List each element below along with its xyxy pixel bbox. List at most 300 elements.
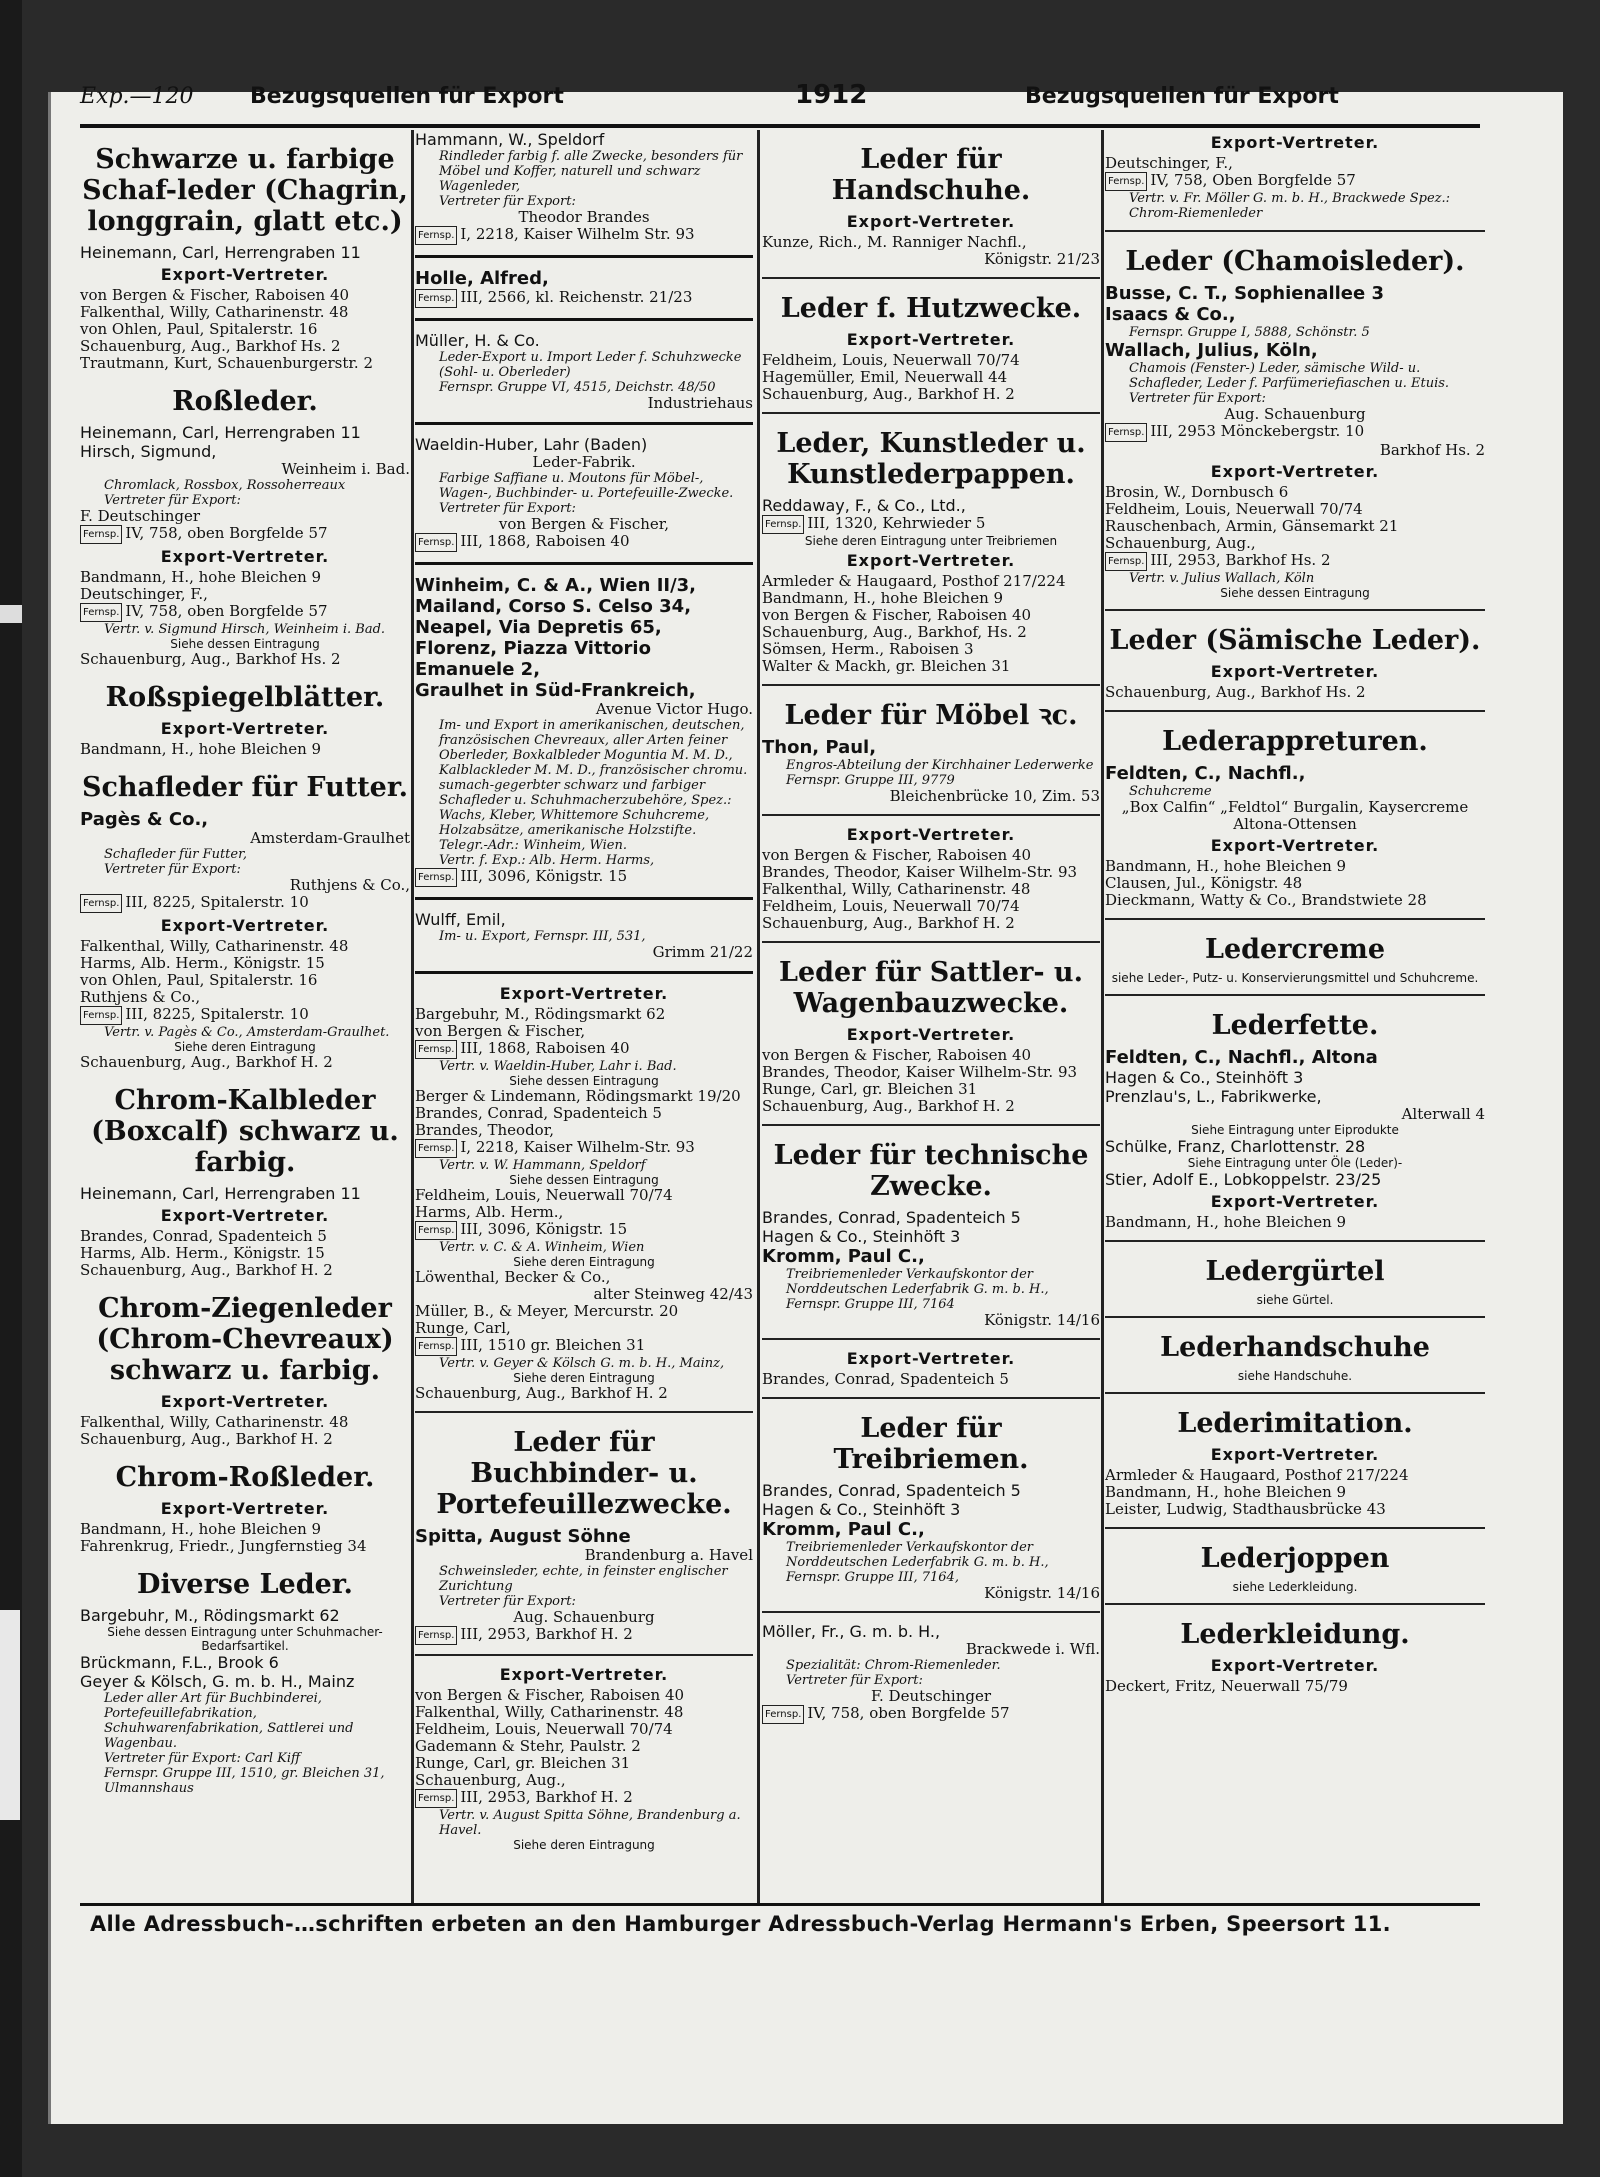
entry-note: Vertr. v. Fr. Möller G. m. b. H., Brackwede Spez.: Chrom-Riemenleder [1129,191,1451,221]
entry: Falkenthal, Willy, Catharinenstr. 48 [80,1413,349,1431]
entry-note: Vertreter für Export: Carl Kiff [104,1751,301,1766]
entry: Brückmann, F.L., Brook 6 [80,1653,279,1672]
phone-text: III, 8225, Spitalerstr. 10 [125,893,309,911]
entry: Rauschenbach, Armin, Gänsemarkt 21 [1105,517,1399,535]
phone-icon: Fernsp. [415,1626,457,1645]
entry: Schauenburg, Aug., Barkhof H. 2 [762,914,1015,932]
entry-bold: Kromm, Paul C., [762,1519,925,1540]
section-heading: Schafleder für Futter. [81,772,409,803]
phone-icon: Fernsp. [415,1139,457,1158]
entry-right: Königstr. 14/16 [984,1584,1100,1602]
cross-reference: Siehe deren Eintragung [513,1255,655,1269]
subheading: Export-Vertreter. [499,984,669,1003]
entry-note: Vertr. f. Exp.: Alb. Herm. Harms, [439,853,655,868]
cross-reference: Siehe dessen Eintragung unter Schuhmacher-Bedarfsartikel. [107,1625,383,1653]
phone-text: III, 1868, Raboisen 40 [460,1039,630,1057]
cross-reference: Siehe Eintragung unter Öle (Leder)- [1187,1156,1403,1170]
entry-bold: Isaacs & Co., [1105,304,1236,325]
entry-note: Vertreter für Export: [439,1594,576,1609]
entry-phone [762,1705,1100,1724]
entry: Hagen & Co., Steinhöft 3 [1105,1068,1304,1087]
column-divider [1101,130,1104,1905]
entry-note: Vertreter für Export: [439,501,576,516]
entry-center: Aug. Schauenburg [1224,405,1366,423]
entry: Gademann & Stehr, Paulstr. 2 [415,1737,641,1755]
entry: Ruthjens & Co., [80,988,201,1006]
entry: Möller, Fr., G. m. b. H., [762,1622,941,1641]
subheading: Export-Vertreter. [1210,1192,1380,1211]
section-heading: Lederkleidung. [1180,1619,1410,1650]
entry-phone [415,1789,753,1808]
entry: Hagen & Co., Steinhöft 3 [762,1500,961,1519]
section-heading: Lederimitation. [1177,1408,1413,1439]
entry-note: Telegr.-Adr.: Winheim, Wien. [439,838,627,853]
subheading: Export-Vertreter. [1210,133,1380,152]
entry: Armleder & Haugaard, Posthof 217/224 [762,572,1066,590]
footer-rule [80,1903,1480,1906]
entry: Hirsch, Sigmund, [80,442,217,461]
column-3 [762,130,1100,1900]
subheading: Export-Vertreter. [846,330,1016,349]
entry-bold: Spitta, August Söhne [415,1526,631,1547]
entry-bold: Florenz, Piazza Vittorio Emanuele 2, [415,638,651,680]
subheading: Export-Vertreter. [160,1499,330,1518]
phone-icon: Fernsp. [762,1705,804,1724]
entry-note: Fernspr. Gruppe I, 5888, Schönstr. 5 [1129,325,1370,340]
column-2 [415,130,753,1900]
entry-note: Im- u. Export, Fernspr. III, 531, [439,929,646,944]
entry-center: F. Deutschinger [870,1687,992,1705]
entry: Brandes, Theodor, Kaiser Wilhelm-Str. 93 [762,863,1078,881]
entry: Dieckmann, Watty & Co., Brandstwiete 28 [1105,891,1427,909]
entry: Bandmann, H., hohe Bleichen 9 [80,568,322,586]
subheading: Export-Vertreter. [846,551,1016,570]
entry: Runge, Carl, gr. Bleichen 31 [762,1080,978,1098]
entry: Deutschinger, F., [1105,154,1233,172]
entry-note: Vertr. v. W. Hammann, Speldorf [439,1158,646,1173]
subheading: Export-Vertreter. [160,719,330,738]
phone-icon: Fernsp. [415,289,457,308]
phone-icon: Fernsp. [415,1221,457,1240]
entry: Deckert, Fritz, Neuerwall 75/79 [1105,1677,1348,1695]
entry: Brosin, W., Dornbusch 6 [1105,483,1289,501]
subheading: Export-Vertreter. [160,916,330,935]
entry-phone [415,868,753,887]
entry: Fahrenkrug, Friedr., Jungfernstieg 34 [80,1537,367,1555]
entry-note: Vertr. v. Pagès & Co., Amsterdam-Graulhet. [104,1025,390,1040]
section-heading: Leder für Buchbinder- u. Portefeuillezwecke. [436,1427,732,1520]
divider [1105,1240,1485,1242]
divider [1105,1316,1485,1318]
entry-phone [415,1221,753,1240]
entry: Feldheim, Louis, Neuerwall 70/74 [762,897,1020,915]
cross-reference: Siehe dessen Eintragung [170,637,320,651]
entry: von Ohlen, Paul, Spitalerstr. 16 [80,320,318,338]
entry-note: Vertr. v. Waeldin-Huber, Lahr i. Bad. [439,1059,677,1074]
divider [1105,230,1485,232]
entry: Brandes, Conrad, Spadenteich 5 [762,1208,1021,1227]
entry: Harms, Alb. Herm., Königstr. 15 [80,954,325,972]
cross-reference: Siehe deren Eintragung unter Treibriemen [804,534,1058,548]
entry-phone [415,1139,753,1158]
entry-right: Alterwall 4 [1401,1105,1485,1123]
entry: Löwenthal, Becker & Co., [415,1268,611,1286]
cross-reference: Siehe Eintragung unter Eiprodukte [1191,1123,1399,1137]
section-heading: Diverse Leder. [137,1569,353,1600]
entry-right: Grimm 21/22 [652,943,753,961]
entry-note: Leder-Export u. Import Leder f. Schuhzwecke (Sohl- u. Oberleder) [439,350,742,380]
divider [415,971,753,974]
section-heading: Leder, Kunstleder u. Kunstlederpappen. [776,428,1086,490]
subheading: Export-Vertreter. [1210,1445,1380,1464]
entry: Schauenburg, Aug., Barkhof H. 2 [80,1053,333,1071]
edge-label-fragment [0,1610,20,1820]
phone-text: III, 2953, Barkhof H. 2 [460,1788,633,1806]
entry: Schauenburg, Aug., Barkhof, Hs. 2 [762,623,1027,641]
entry-note: Chromlack, Rossbox, Rossoherreaux [104,478,346,493]
entry-bold: Winheim, C. & A., Wien II/3, [415,575,697,596]
section-heading: Chrom-Ziegenleder (Chrom-Chevreaux) schwarz u. farbig. [96,1293,394,1386]
entry-note: Vertreter für Export: [1129,391,1266,406]
entry: von Bergen & Fischer, Raboisen 40 [80,286,350,304]
phone-text: III, 8225, Spitalerstr. 10 [125,1005,309,1023]
entry: Schauenburg, Aug., [1105,534,1256,552]
section-heading: Chrom-Roßleder. [115,1462,375,1493]
entry-phone [80,894,410,913]
entry-note: Vertr. v. Geyer & Kölsch G. m. b. H., Mainz, [439,1356,725,1371]
entry: Brandes, Conrad, Spadenteich 5 [415,1104,662,1122]
entry-bold: Thon, Paul, [762,737,877,758]
section-heading: Roßleder. [172,386,318,417]
section-heading: Schwarze u. farbige Schaf-leder (Chagrin, longgrain, glatt etc.) [82,144,408,237]
phone-icon: Fernsp. [1105,423,1147,442]
entry: Schauenburg, Aug., Barkhof Hs. 2 [80,337,341,355]
entry: Müller, H. & Co. [415,331,540,350]
phone-text: IV, 758, oben Borgfelde 57 [125,602,328,620]
entry: Schauenburg, Aug., Barkhof H. 2 [762,385,1015,403]
section-heading: Leder (Chamoisleder). [1125,246,1465,277]
entry: Leister, Ludwig, Stadthausbrücke 43 [1105,1500,1386,1518]
subheading: Export-Vertreter. [160,547,330,566]
cross-reference: siehe Leder-, Putz- u. Konservierungsmittel und Schuhcreme. [1111,971,1479,985]
entry: Heinemann, Carl, Herrengraben 11 [80,243,361,262]
phone-icon: Fernsp. [762,515,804,534]
phone-text: I, 2218, Kaiser Wilhelm Str. 93 [460,225,695,243]
entry: Bandmann, H., hohe Bleichen 9 [1105,1213,1347,1231]
entry: Feldheim, Louis, Neuerwall 70/74 [1105,500,1363,518]
section-heading: Roßspiegelblätter. [105,682,385,713]
entry: Schauenburg, Aug., [415,1771,566,1789]
divider [762,1611,1100,1613]
entry-note: Fernspr. Gruppe III, 9779 [786,773,955,788]
entry: Falkenthal, Willy, Catharinenstr. 48 [80,303,349,321]
entry: Brandes, Conrad, Spadenteich 5 [80,1227,327,1245]
phone-text: IV, 758, Oben Borgfelde 57 [1150,171,1356,189]
entry-note: Treibriemenleder Verkaufskontor der Norddeutschen Lederfabrik G. m. b. H., [786,1540,1049,1570]
entry: Harms, Alb. Herm., [415,1203,564,1221]
phone-icon: Fernsp. [80,1006,122,1025]
divider [415,318,753,321]
page-header [80,78,1480,118]
section-heading: Lederjoppen [1200,1543,1390,1574]
header-year: 1912 [795,80,868,110]
column-4 [1105,130,1485,1900]
page-number: Exp.—120 [80,84,194,109]
entry-note: Fernspr. Gruppe III, 7164 [786,1297,955,1312]
entry-note: Fernspr. Gruppe VI, 4515, Deichstr. 48/50 [439,380,716,395]
entry: von Bergen & Fischer, Raboisen 40 [415,1686,685,1704]
entry-bold: Kromm, Paul C., [762,1246,925,1267]
entry: F. Deutschinger [80,507,201,525]
entry-right: Avenue Victor Hugo. [595,700,753,718]
cross-reference: Siehe dessen Eintragung [509,1074,659,1088]
divider [762,814,1100,816]
entry-note: Vertreter für Export: [439,194,576,209]
entry-bold: Feldten, C., Nachfl., [1105,763,1306,784]
entry-note: Rindleder farbig f. alle Zwecke, besonders für Möbel und Koffer, naturell und schwarz Wagenleder, [439,149,743,194]
phone-icon: Fernsp. [415,226,457,245]
phone-icon: Fernsp. [415,1040,457,1059]
entry: Schauenburg, Aug., Barkhof H. 2 [762,1097,1015,1115]
phone-text: III, 1320, Kehrwieder 5 [807,514,986,532]
divider [762,1124,1100,1126]
phone-icon: Fernsp. [415,868,457,887]
entry-right: Bleichenbrücke 10, Zim. 53 [889,787,1100,805]
subheading: Export-Vertreter. [1210,1656,1380,1675]
section-heading: Leder für Möbel ꝛc. [784,700,1078,731]
entry-phone [80,1006,410,1025]
section-heading: Leder (Sämische Leder). [1109,625,1481,656]
section-heading: Leder für Sattler- u. Wagenbauzwecke. [779,957,1083,1019]
divider [762,941,1100,943]
section-heading: Leder für technische Zwecke. [773,1140,1089,1202]
entry-right: Weinheim i. Bad. [281,460,410,478]
entry-phone [80,525,410,544]
phone-text: III, 2953 Mönckebergstr. 10 [1150,422,1365,440]
entry: Waeldin-Huber, Lahr (Baden) [415,435,648,454]
entry-phone [415,1626,753,1645]
section-heading: Ledergürtel [1205,1256,1385,1287]
entry: Brandes, Theodor, [415,1121,555,1139]
entry: Geyer & Kölsch, G. m. b. H., Mainz [80,1672,355,1691]
divider [1105,1392,1485,1394]
entry-note: Vertreter für Export: [104,493,241,508]
entry: Schülke, Franz, Charlottenstr. 28 [1105,1137,1366,1156]
edge-mark [0,605,22,623]
entry: Bandmann, H., hohe Bleichen 9 [80,740,322,758]
entry: Runge, Carl, [415,1319,511,1337]
divider [415,422,753,425]
section-heading: Lederfette. [1211,1010,1379,1041]
entry: Deutschinger, F., [80,585,208,603]
entry: von Ohlen, Paul, Spitalerstr. 16 [80,971,318,989]
entry-phone [415,289,753,308]
entry-bold: Mailand, Corso S. Celso 34, [415,596,692,617]
entry: Sömsen, Herm., Raboisen 3 [762,640,974,658]
entry-bold: Busse, C. T., Sophienallee 3 [1105,283,1384,304]
entry: von Bergen & Fischer, Raboisen 40 [762,1046,1032,1064]
entry: Runge, Carl, gr. Bleichen 31 [415,1754,631,1772]
divider [1105,609,1485,611]
entry-phone [1105,423,1485,442]
entry-right: Königstr. 14/16 [984,1311,1100,1329]
entry-center: Theodor Brandes [518,208,650,226]
entry: Wulff, Emil, [415,910,506,929]
divider [762,277,1100,279]
phone-text: IV, 758, oben Borgfelde 57 [807,1704,1010,1722]
phone-text: III, 2566, kl. Reichenstr. 21/23 [460,288,693,306]
entry-note: Spezialität: Chrom-Riemenleder. [786,1658,1001,1673]
phone-text: III, 1510 gr. Bleichen 31 [460,1336,646,1354]
divider [415,255,753,258]
phone-icon: Fernsp. [1105,552,1147,571]
subheading: Export-Vertreter. [160,265,330,284]
entry: Brandes, Conrad, Spadenteich 5 [762,1370,1009,1388]
entry-center: Leder-Fabrik. [532,453,636,471]
phone-text: III, 1868, Raboisen 40 [460,532,630,550]
entry-bold: Holle, Alfred, [415,268,549,289]
entry: Clausen, Jul., Königstr. 48 [1105,874,1303,892]
entry: Müller, B., & Meyer, Mercurstr. 20 [415,1302,679,1320]
entry-right: Ruthjens & Co., [289,876,410,894]
entry-bold: Neapel, Via Depretis 65, [415,617,662,638]
header-right-title: Bezugsquellen für Export [1025,84,1339,109]
entry: Bandmann, H., hohe Bleichen 9 [1105,1483,1347,1501]
cross-reference: Siehe dessen Eintragung [1220,586,1370,600]
entry-note: Vertr. v. Julius Wallach, Köln [1129,571,1315,586]
section-heading: Chrom-Kalbleder (Boxcalf) schwarz u. farbig. [91,1085,399,1178]
entry: Schauenburg, Aug., Barkhof Hs. 2 [80,650,341,668]
entry-note: Vertreter für Export: [104,862,241,877]
entry-bold: Pagès & Co., [80,809,209,830]
entry-bold: Graulhet in Süd-Frankreich, [415,680,696,701]
subheading: Export-Vertreter. [846,825,1016,844]
entry: Armleder & Haugaard, Posthof 217/224 [1105,1466,1409,1484]
cross-reference: siehe Handschuhe. [1237,1369,1353,1383]
entry: Berger & Lindemann, Rödingsmarkt 19/20 [415,1087,741,1105]
entry: von Bergen & Fischer, [415,1022,586,1040]
entry: Feldheim, Louis, Neuerwall 70/74 [415,1186,673,1204]
subheading: Export-Vertreter. [1210,662,1380,681]
entry: Falkenthal, Willy, Catharinenstr. 48 [762,880,1031,898]
entry: Heinemann, Carl, Herrengraben 11 [80,1184,361,1203]
entry: Bandmann, H., hohe Bleichen 9 [1105,857,1347,875]
entry-right: Brandenburg a. Havel [584,1546,753,1564]
subheading: Export-Vertreter. [160,1392,330,1411]
entry: Bargebuhr, M., Rödingsmarkt 62 [415,1005,666,1023]
entry: Reddaway, F., & Co., Ltd., [762,496,966,515]
cross-reference: Siehe deren Eintragung [174,1040,316,1054]
entry-right: Barkhof Hs. 2 [1379,441,1485,459]
entry-note: Fernspr. Gruppe III, 7164, [786,1570,959,1585]
subheading: Export-Vertreter. [499,1665,669,1684]
entry-note: Schafleder für Futter, [104,847,248,862]
entry-note: Chamois (Fenster-) Leder, sämische Wild- u. Schafleder, Leder f. Parfümeriefiaschen u. Etuis. [1129,361,1450,391]
entry: Hagen & Co., Steinhöft 3 [762,1227,961,1246]
entry: Brandes, Conrad, Spadenteich 5 [762,1481,1021,1500]
entry-phone [415,1040,753,1059]
entry-phone [80,603,410,622]
section-heading: Lederhandschuhe [1160,1332,1430,1363]
divider [762,1397,1100,1399]
page-footer: Alle Adressbuch-…schriften erbeten an den Hamburger Adressbuch-Verlag Hermann's Erben, Speersort 11. [90,1912,1391,1936]
entry-note: Vertreter für Export: [786,1673,923,1688]
divider [415,1411,753,1413]
divider [1105,710,1485,712]
phone-text: I, 2218, Kaiser Wilhelm-Str. 93 [460,1138,695,1156]
entry: Hammann, W., Speldorf [415,130,605,149]
entry: Bargebuhr, M., Rödingsmarkt 62 [80,1606,340,1625]
phone-icon: Fernsp. [415,533,457,552]
scan-edge [0,0,22,2177]
entry: Bandmann, H., hohe Bleichen 9 [80,1520,322,1538]
divider [762,1338,1100,1340]
entry-note: Leder aller Art für Buchbinderei, Portefeuillefabrikation, Schuhwarenfabrikation, Sattlerei und Wagenbau. [104,1691,354,1751]
subheading: Export-Vertreter. [846,1349,1016,1368]
entry: Heinemann, Carl, Herrengraben 11 [80,423,361,442]
entry-note: Vertr. v. C. & A. Winheim, Wien [439,1240,645,1255]
divider [762,412,1100,414]
divider [1105,1603,1485,1605]
cross-reference: Siehe deren Eintragung [513,1371,655,1385]
phone-text: III, 2953, Barkhof H. 2 [460,1625,633,1643]
subheading: Export-Vertreter. [160,1206,330,1225]
entry: Falkenthal, Willy, Catharinenstr. 48 [80,937,349,955]
phone-text: III, 3096, Königstr. 15 [460,1220,628,1238]
phone-icon: Fernsp. [80,603,122,622]
entry: Prenzlau's, L., Fabrikwerke, [1105,1087,1322,1106]
entry-note: Treibriemenleder Verkaufskontor der Norddeutschen Lederfabrik G. m. b. H., [786,1267,1049,1297]
divider [762,684,1100,686]
column-divider [757,130,760,1905]
divider [1105,918,1485,920]
entry-note: Engros-Abteilung der Kirchhainer Lederwerke [786,758,1094,773]
entry-note: Farbige Saffiane u. Moutons für Möbel-, Wagen-, Buchbinder- u. Portefeuille-Zwecke. [439,471,734,501]
entry-bold: Wallach, Julius, Köln, [1105,340,1318,361]
phone-icon: Fernsp. [1105,172,1147,191]
subheading: Export-Vertreter. [846,1025,1016,1044]
cross-reference: siehe Gürtel. [1256,1293,1334,1307]
entry-phone [762,515,1100,534]
entry-center: „Box Calfin“ „Feldtol“ Burgalin, Kaysercreme [1121,798,1469,816]
entry: Kunze, Rich., M. Ranniger Nachfl., [762,233,1027,251]
entry: Falkenthal, Willy, Catharinenstr. 48 [415,1703,684,1721]
entry-note: Schuhcreme [1129,784,1212,799]
section-heading: Ledercreme [1204,934,1386,965]
phone-text: IV, 758, oben Borgfelde 57 [125,524,328,542]
entry-note: Vertr. v. Sigmund Hirsch, Weinheim i. Bad. [104,622,386,637]
entry: Feldheim, Louis, Neuerwall 70/74 [415,1720,673,1738]
section-heading: Leder f. Hutzwecke. [780,293,1082,324]
entry-note: Vertr. v. August Spitta Söhne, Brandenburg a. Havel. [439,1808,741,1838]
phone-icon: Fernsp. [415,1337,457,1356]
entry-bold: Feldten, C., Nachfl., Altona [1105,1047,1378,1068]
entry: Bandmann, H., hohe Bleichen 9 [762,589,1004,607]
phone-text: III, 3096, Königstr. 15 [460,867,628,885]
entry-center: Altona-Ottensen [1233,815,1357,833]
entry-phone [1105,552,1485,571]
column-divider [411,130,414,1905]
entry: von Bergen & Fischer, Raboisen 40 [762,606,1032,624]
entry: Schauenburg, Aug., Barkhof H. 2 [80,1430,333,1448]
entry-phone [415,1337,753,1356]
entry: Trautmann, Kurt, Schauenburgerstr. 2 [80,354,373,372]
phone-icon: Fernsp. [80,525,122,544]
subheading: Export-Vertreter. [1210,836,1380,855]
entry-phone [415,226,753,245]
entry-note: Im- und Export in amerikanischen, deutschen, französischen Chevreaux, aller Arten feiner Oberleder, Boxkalbleder Moguntia M. M. D., Kalblackleder M. M. D., französischer chromu. sumach-gegerbter schwarz und farbiger Schafleder u. Schuhmacherzubehöre, Spez.: Wachs, Kleber, Whittemore Schuhcreme, Holzabsätze, amerikanische Holzstifte. [439,718,748,838]
divider [415,562,753,565]
